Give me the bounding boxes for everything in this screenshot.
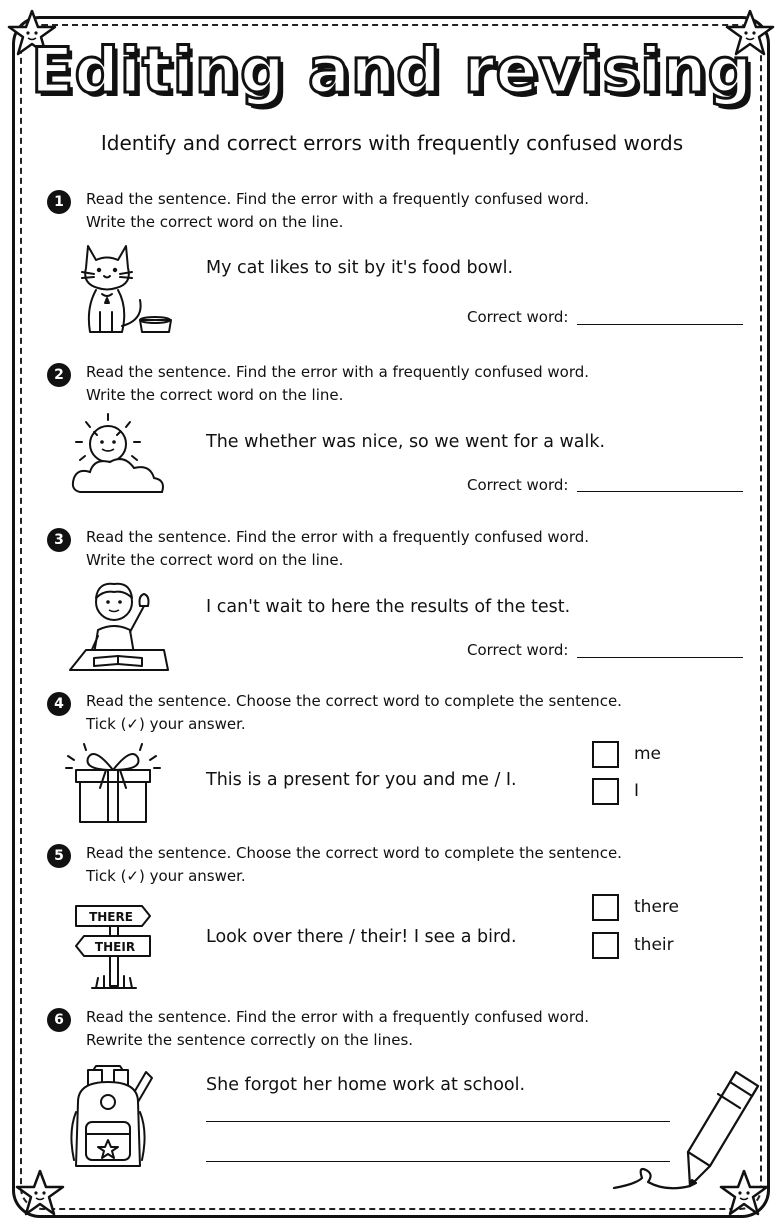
option-label: I — [634, 781, 640, 801]
question-sentence: The whether was nice, so we went for a walk. — [206, 432, 606, 452]
instruction-line: Rewrite the sentence correctly on the lines. — [86, 1031, 414, 1049]
option-checkbox-me[interactable] — [592, 741, 619, 768]
question-number: 6 — [47, 1008, 71, 1032]
sign-bottom-text: THEIR — [94, 940, 136, 954]
question-instruction — [86, 1006, 589, 1052]
question-number: 3 — [47, 528, 71, 552]
question-instruction — [86, 526, 589, 572]
question-sentence: Look over there / their! I see a bird. — [206, 927, 517, 947]
instruction-line: Tick (✓) your answer. — [86, 715, 246, 733]
answer-line[interactable] — [577, 491, 743, 492]
option-label: there — [634, 897, 679, 917]
instruction-line: Read the sentence. Choose the correct word to complete the sentence. — [86, 692, 622, 710]
question-sentence: I can't wait to here the results of the test. — [206, 597, 571, 617]
instruction-line: Read the sentence. Find the error with a frequently confused word. — [86, 190, 590, 208]
question-number: 5 — [47, 844, 71, 868]
correct-word-label: Correct word: — [467, 308, 569, 326]
question-instruction — [86, 188, 589, 234]
backpack-icon — [66, 1062, 162, 1174]
instruction-line: Tick (✓) your answer. — [86, 867, 246, 885]
option-label: their — [634, 935, 674, 955]
pencil-icon — [606, 1066, 766, 1200]
question-instruction — [86, 842, 622, 888]
cat-icon — [74, 238, 178, 336]
instruction-line: Write the correct word on the line. — [86, 213, 344, 231]
answer-line[interactable] — [206, 1161, 670, 1162]
question-number: 1 — [47, 190, 71, 214]
sun-cloud-icon — [64, 410, 170, 498]
correct-word-label: Correct word: — [467, 641, 569, 659]
instruction-line: Write the correct word on the line. — [86, 551, 344, 569]
instruction-line: Read the sentence. Find the error with a frequently confused word. — [86, 363, 590, 381]
answer-line[interactable] — [577, 657, 743, 658]
option-checkbox-there[interactable] — [592, 894, 619, 921]
option-checkbox-their[interactable] — [592, 932, 619, 959]
question-instruction — [86, 690, 622, 736]
correct-word-label: Correct word: — [467, 476, 569, 494]
sign-top-text: THERE — [89, 910, 133, 924]
option-label: me — [634, 744, 662, 764]
page-subtitle: Identify and correct errors with frequently confused words — [100, 131, 684, 155]
instruction-line: Write the correct word on the line. — [86, 386, 344, 404]
student-icon — [68, 576, 172, 674]
instruction-line: Read the sentence. Find the error with a frequently confused word. — [86, 1008, 590, 1026]
question-number: 2 — [47, 363, 71, 387]
instruction-line: Read the sentence. Find the error with a frequently confused word. — [86, 528, 590, 546]
question-sentence: My cat likes to sit by it's food bowl. — [206, 258, 514, 278]
gift-icon — [64, 740, 164, 826]
option-checkbox-i[interactable] — [592, 778, 619, 805]
signpost-icon — [72, 898, 156, 992]
question-sentence: This is a present for you and me / I. — [206, 770, 517, 790]
question-sentence: She forgot her home work at school. — [206, 1075, 526, 1095]
page-title: Editing and revising — [31, 34, 753, 107]
star-icon — [14, 1168, 66, 1220]
answer-line[interactable] — [577, 324, 743, 325]
instruction-line: Read the sentence. Choose the correct word to complete the sentence. — [86, 844, 622, 862]
answer-line[interactable] — [206, 1121, 670, 1122]
question-instruction — [86, 361, 589, 407]
question-number: 4 — [47, 692, 71, 716]
